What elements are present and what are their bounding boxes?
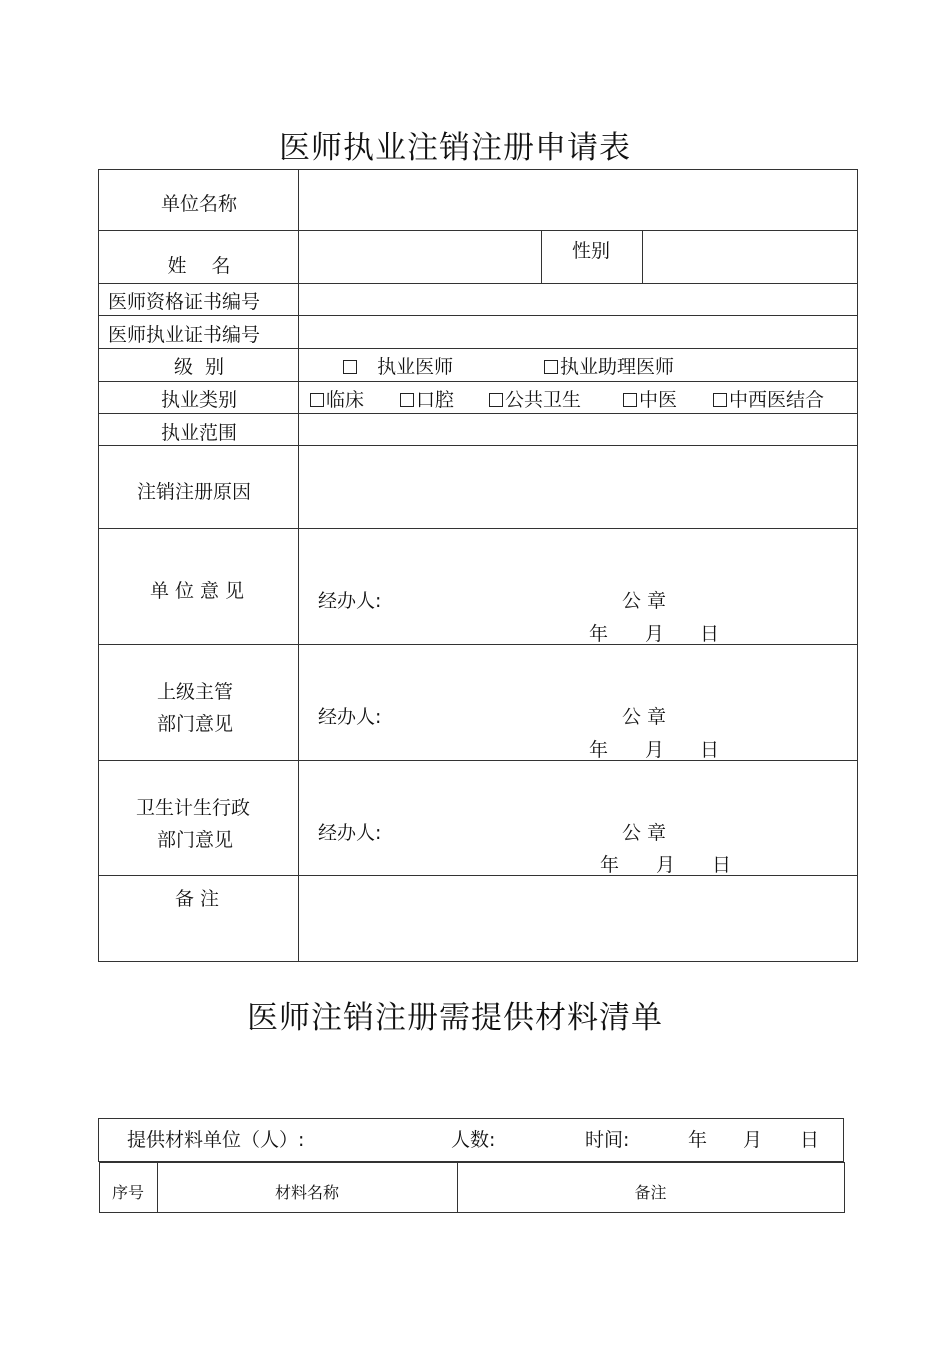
- gender-label: 性别: [572, 240, 611, 262]
- materials-month: 月: [743, 1129, 763, 1151]
- reason-label: 注销注册原因: [136, 481, 251, 503]
- row-line: [98, 644, 858, 645]
- gender-divider: [541, 230, 542, 283]
- category-option-integrated[interactable]: 中西医结合: [713, 385, 824, 412]
- health-opinion-day: 日: [712, 854, 732, 876]
- remarks-label: 备 注: [174, 888, 220, 910]
- row-line: [98, 760, 858, 761]
- materials-col-name: 材料名称: [274, 1183, 339, 1202]
- row-line: [98, 230, 858, 231]
- unit-opinion-label: 单 位 意 见: [149, 580, 245, 602]
- health-opinion-year: 年: [600, 854, 620, 876]
- category-option-public-health[interactable]: 公共卫生: [489, 385, 581, 412]
- superior-opinion-seal: 公 章: [622, 706, 667, 728]
- checkbox-icon[interactable]: [310, 393, 324, 407]
- checkbox-icon[interactable]: [623, 393, 637, 407]
- row-line: [98, 348, 858, 349]
- gender-divider: [642, 230, 643, 283]
- level-label: 级 别: [173, 356, 225, 378]
- category-option-dental[interactable]: 口腔: [400, 385, 454, 412]
- unit-opinion-month: 月: [645, 623, 665, 645]
- checkbox-icon[interactable]: [343, 360, 357, 374]
- row-line: [98, 381, 858, 382]
- category-option-tcm[interactable]: 中医: [623, 385, 677, 412]
- scope-label: 执业范围: [160, 422, 237, 444]
- health-opinion-month: 月: [656, 854, 676, 876]
- remarks-field[interactable]: [300, 877, 856, 960]
- name-label: 姓 名: [167, 255, 231, 277]
- row-line: [98, 875, 858, 876]
- scope-field[interactable]: [300, 415, 856, 444]
- reason-field[interactable]: [300, 447, 856, 527]
- row-line: [98, 283, 858, 284]
- health-opinion-label-line2: 部门意见: [156, 829, 233, 851]
- qualification-cert-label: 医师资格证书编号: [108, 291, 261, 313]
- materials-col-index: 序号: [111, 1183, 144, 1202]
- level-option-physician[interactable]: 执业医师: [343, 352, 453, 379]
- practice-cert-field[interactable]: [300, 317, 856, 347]
- materials-provider-label: 提供材料单位（人）:: [127, 1129, 305, 1151]
- unit-name-field[interactable]: [300, 171, 856, 229]
- materials-time-label: 时间:: [585, 1129, 630, 1151]
- checkbox-icon[interactable]: [713, 393, 727, 407]
- name-field[interactable]: [300, 232, 540, 282]
- superior-opinion-label-line1: 上级主管: [156, 681, 233, 703]
- row-line: [98, 315, 858, 316]
- materials-title: 医师注销注册需提供材料清单: [247, 1000, 663, 1036]
- qualification-cert-field[interactable]: [300, 285, 856, 314]
- unit-name-label: 单位名称: [160, 193, 237, 215]
- unit-opinion-day: 日: [700, 623, 720, 645]
- health-opinion-seal: 公 章: [622, 822, 667, 844]
- level-option-assistant[interactable]: 执业助理医师: [544, 352, 674, 379]
- unit-opinion-seal: 公 章: [622, 590, 667, 612]
- row-line: [98, 528, 858, 529]
- health-opinion-handler: 经办人:: [318, 822, 382, 844]
- superior-opinion-month: 月: [645, 739, 665, 761]
- category-option-clinical[interactable]: 临床: [310, 385, 364, 412]
- row-line: [98, 413, 858, 414]
- unit-opinion-year: 年: [589, 623, 609, 645]
- materials-year: 年: [688, 1129, 708, 1151]
- row-line: [98, 445, 858, 446]
- superior-opinion-day: 日: [700, 739, 720, 761]
- superior-opinion-label-line2: 部门意见: [156, 713, 233, 735]
- gender-field[interactable]: [644, 232, 856, 282]
- unit-opinion-handler: 经办人:: [318, 590, 382, 612]
- health-opinion-label-line1: 卫生计生行政: [135, 797, 250, 819]
- materials-col-remarks: 备注: [634, 1183, 667, 1202]
- checkbox-icon[interactable]: [400, 393, 414, 407]
- materials-people-label: 人数:: [451, 1129, 496, 1151]
- category-label: 执业类别: [160, 389, 237, 411]
- superior-opinion-year: 年: [589, 739, 609, 761]
- materials-day: 日: [800, 1129, 820, 1151]
- superior-opinion-handler: 经办人:: [318, 706, 382, 728]
- checkbox-icon[interactable]: [544, 360, 558, 374]
- form-title: 医师执业注销注册申请表: [279, 130, 631, 166]
- checkbox-icon[interactable]: [489, 393, 503, 407]
- practice-cert-label: 医师执业证书编号: [108, 324, 261, 346]
